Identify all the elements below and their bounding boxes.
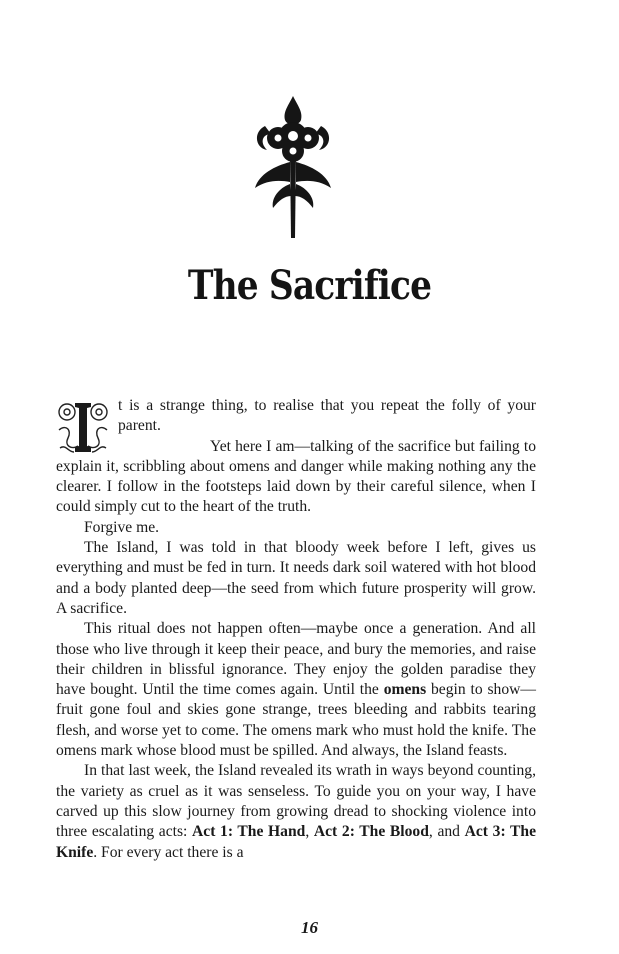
act-3-label: Act 3: The Knife [56,823,536,861]
chapter-body [56,396,536,863]
fleur-ornament-icon [245,96,341,238]
paragraph-6 [56,761,536,862]
act-1-label: Act 1: The Hand [192,823,306,841]
omens-term: omens [383,681,427,699]
separator-1: , [305,823,314,841]
chapter-title: The Sacrifice [187,262,432,309]
act-2-label: Act 2: The Blood [313,823,429,841]
separator-2: , and [428,823,465,841]
paragraph-1: t is a strange thing, to realise that you repeat the folly of your parent. [118,397,536,435]
paragraph-5-text-b: begin to show—fruit gone foul and skies gone strange, trees bleeding and rabbits tearing flesh, and worse yet to come. The omens mark who must hold the knife. The omens mark whose blood must be spilled. And always, the Island feasts. [56,681,536,760]
drop-cap-i-icon [56,400,110,454]
paragraph-2: Yet here I am—talking of the sacrifice but failing to explain it, scribbling about omens and danger while making nothing any the clearer. I follow in the footsteps laid down by their careful silence, when I could simply cut to the heart of the truth. [56,437,536,516]
paragraph-6-text-b: . For every act there is a [93,843,244,861]
paragraph-6-text-a: In that last week, the Island revealed its wrath in ways beyond counting, the variety as cruel as it was senseless. To guide you on your way, I have carved up this slow journey from growing dread to shocking violence into three escalating acts: [56,762,536,841]
page-number: 16 [301,918,318,937]
paragraph-4: The Island, I was told in that bloody week before I left, gives us everything and must be fed in turn. It needs dark soil watered with hot blood and a body planted deep—the seed from which future prosperity will grow. A sacrifice. [56,539,536,617]
paragraph-3: Forgive me. [84,518,160,536]
paragraph-5 [56,619,536,761]
paragraph-5-text-a: This ritual does not happen often—maybe once a generation. And all those who live through it keep their peace, and bury the memories, and raise their children in blissful ignorance. They enjoy the golden paradise they have bought. Until the time comes again. Until the [56,620,536,699]
